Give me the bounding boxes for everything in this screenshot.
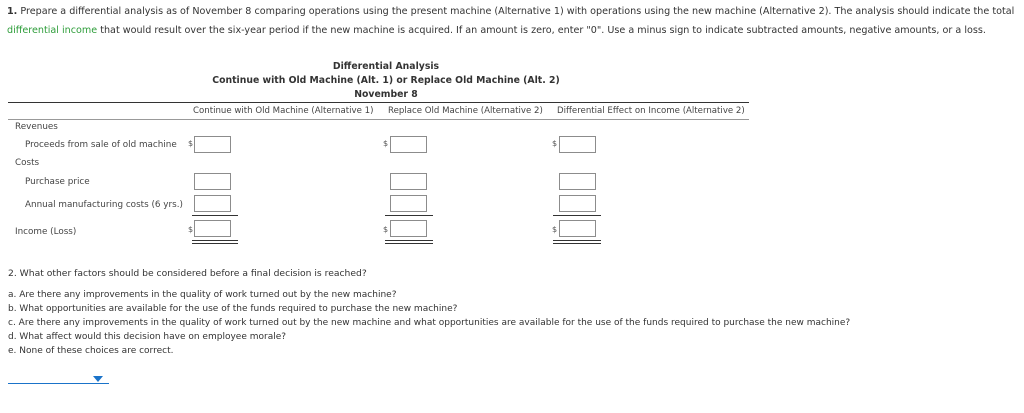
row-label-purchase-price: Purchase price <box>25 177 90 187</box>
row-label-income: Income (Loss) <box>15 227 77 237</box>
currency-symbol: $ <box>188 225 194 234</box>
total-double-rule <box>553 243 601 244</box>
column-header-rule <box>8 119 749 120</box>
manufacturing-alt1-input[interactable] <box>194 195 231 212</box>
answer-dropdown-underline <box>8 383 109 384</box>
option-d: d. What affect would this decision have on employee morale? <box>8 332 287 342</box>
purchase-differential-input[interactable] <box>559 173 596 190</box>
option-b: b. What opportunities are available for the use of the funds required to purchase the new machine? <box>8 304 458 314</box>
currency-symbol: $ <box>383 225 389 234</box>
option-a: a. Are there any improvements in the quality of work turned out by the new machine? <box>8 290 397 300</box>
col-header-alt2: Replace Old Machine (Alternative 2) <box>388 106 543 116</box>
total-double-rule <box>553 240 601 241</box>
question-1-text: 1. Prepare a differential analysis as of November 8 comparing operations using the present machine (Alternative 1) with operations using the new machine (Alternative 2). The analysis should indicate the total differential income that would result over the six-year period if the new machine is acquired. If an amount is zero, enter "0". Use a minus sign to indicate subtracted amounts, negative amounts, or a loss. <box>7 6 1015 36</box>
currency-symbol: $ <box>552 225 558 234</box>
manufacturing-differential-input[interactable] <box>559 195 596 212</box>
total-double-rule <box>192 243 238 244</box>
row-label-manufacturing-costs: Annual manufacturing costs (6 yrs.) <box>25 200 183 210</box>
col-header-alt1: Continue with Old Machine (Alternative 1) <box>193 106 374 116</box>
subtotal-rule <box>192 215 238 216</box>
option-c: c. Are there any improvements in the quality of work turned out by the new machine and what opportunities are available for the use of the funds required to purchase the new machine? <box>8 318 851 328</box>
col-header-differential: Differential Effect on Income (Alternative 2) <box>557 106 745 116</box>
total-double-rule <box>192 240 238 241</box>
purchase-alt2-input[interactable] <box>390 173 427 190</box>
analysis-date: November 8 <box>354 89 418 100</box>
subtotal-rule <box>553 215 601 216</box>
currency-symbol: $ <box>383 139 389 148</box>
income-alt1-input[interactable] <box>194 220 231 237</box>
income-alt2-input[interactable] <box>390 220 427 237</box>
row-label-proceeds: Proceeds from sale of old machine <box>25 140 177 150</box>
analysis-title: Differential Analysis <box>332 61 440 72</box>
proceeds-alt2-input[interactable] <box>390 136 427 153</box>
row-label-costs: Costs <box>15 158 40 168</box>
proceeds-differential-input[interactable] <box>559 136 596 153</box>
manufacturing-alt2-input[interactable] <box>390 195 427 212</box>
differential-income-term: differential income <box>7 25 98 36</box>
purchase-alt1-input[interactable] <box>194 173 231 190</box>
option-e: e. None of these choices are correct. <box>8 346 174 356</box>
header-rule <box>8 102 749 103</box>
currency-symbol: $ <box>188 139 194 148</box>
analysis-subtitle: Continue with Old Machine (Alt. 1) or Replace Old Machine (Alt. 2) <box>212 75 560 86</box>
currency-symbol: $ <box>552 139 558 148</box>
subtotal-rule <box>385 215 433 216</box>
chevron-down-icon[interactable] <box>93 376 103 382</box>
total-double-rule <box>385 243 433 244</box>
row-label-revenues: Revenues <box>15 122 58 132</box>
income-differential-input[interactable] <box>559 220 596 237</box>
question-2-text: 2. What other factors should be considered before a final decision is reached? <box>8 268 367 279</box>
proceeds-alt1-input[interactable] <box>194 136 231 153</box>
total-double-rule <box>385 240 433 241</box>
